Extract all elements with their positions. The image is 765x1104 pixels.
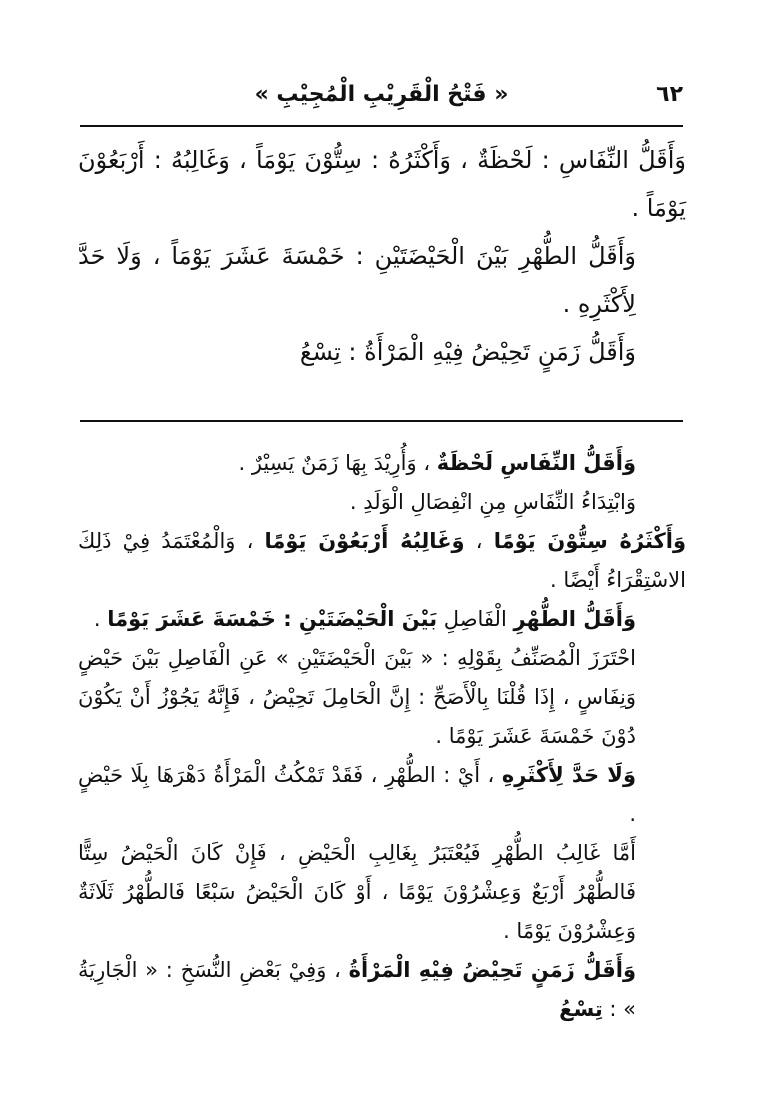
quoted-matn: وَلَا حَدَّ لِأَكْثَرِهِ [501, 763, 636, 787]
commentary-text: ، وَالْمُعْتَمَدُ فِيْ ذَلِكَ الاسْتِقْرَاءُ أَيْضًا . [78, 529, 686, 592]
commentary-text: ، وَأُرِيْدَ بِهَا زَمَنٌ يَسِيْرٌ . [238, 451, 437, 475]
commentary-text: ، وَفِيْ بَعْضِ النُّسَخِ : « الْجَارِيَةُ » : [78, 958, 636, 1021]
quoted-matn: وَغَالِبُهُ أَرْبَعُوْنَ يَوْمًا [264, 529, 465, 553]
commentary-text: الْفَاصِلِ [437, 607, 514, 631]
quoted-matn: بَيْنَ الْحَيْضَتَيْنِ : خَمْسَةَ عَشَرَ يَوْمًا [107, 607, 438, 631]
running-title: « فَتْحُ الْقَرِيْبِ الْمُجِيْبِ » [254, 82, 509, 107]
quoted-matn: وَأَقَلُّ زَمَنٍ تَحِيْضُ فِيْهِ الْمَرْأَةُ [348, 958, 636, 982]
matn-paragraph: وَأَقَلُّ النِّفَاسِ : لَحْظَةٌ ، وَأَكْثَرُهُ : سِتُّوْنَ يَوْمَاً ، وَغَالِبُهُ : أَرْبَعُوْنَ يَوْمَاً . [78, 146, 686, 222]
sharh-paragraph [78, 951, 686, 1029]
section-rule [80, 420, 683, 422]
quoted-matn: وَأَقَلُّ الطُّهْرِ [513, 607, 636, 631]
quoted-matn: تِسْعُ [559, 997, 603, 1021]
sharh-paragraph [78, 600, 686, 639]
sharh-paragraph: وَابْتِدَاءُ النِّفَاسِ مِنِ انْفِصَالِ الْوَلَدِ . [349, 490, 636, 514]
matn-text [78, 136, 686, 376]
commentary-text: ، [464, 529, 494, 553]
header-rule [80, 125, 683, 127]
matn-paragraph: وَأَقَلُّ زَمَنٍ تَحِيْضُ فِيْهِ الْمَرْأَةُ : تِسْعُ [299, 338, 636, 366]
sharh-paragraph [78, 444, 686, 483]
page-header [80, 78, 683, 118]
sharh-paragraph: أَمَّا غَالِبُ الطُّهْرِ فَيُعْتَبَرُ بِغَالِبِ الْحَيْضِ ، فَإِنْ كَانَ الْحَيْضُ سِتًّا فَالطُّهْرُ أَرْبَعٌ وَعِشْرُوْنَ يَوْمًا ، أَوْ كَانَ الْحَيْضُ سَبْعًا فَالطُّهْرُ ثَلَاثَةٌ وَعِشْرُوْنَ يَوْمًا . [78, 841, 636, 943]
quoted-matn: وَأَكْثَرُهُ سِتُّوْنَ يَوْمًا [493, 529, 686, 553]
sharh-text [78, 444, 686, 1029]
sharh-paragraph [78, 756, 686, 834]
sharh-paragraph: احْتَرَزَ الْمُصَنِّفُ بِقَوْلِهِ : « بَيْنَ الْحَيْضَتَيْنِ » عَنِ الْفَاصِلِ بَيْنَ حَيْضٍ وَنِفَاسٍ ، إِذَا قُلْنَا بِالْأَصَحِّ : إِنَّ الْحَامِلَ تَحِيْضُ ، فَإِنَّهُ يَجُوْزُ أَنْ يَكُوْنَ دُوْنَ خَمْسَةَ عَشَرَ يَوْمًا . [78, 646, 636, 748]
page-number: ٦٢ [656, 82, 683, 107]
commentary-text: ، أَيْ : الطُّهْرِ ، فَقَدْ تَمْكُثُ الْمَرْأَةُ دَهْرَهَا بِلَا حَيْضٍ . [78, 763, 636, 826]
matn-paragraph: وَأَقَلُّ الطُّهْرِ بَيْنَ الْحَيْضَتَيْنِ : خَمْسَةَ عَشَرَ يَوْمَاً ، وَلَا حَدَّ لِأَكْثَرِهِ . [78, 242, 636, 318]
quoted-matn: وَأَقَلُّ النِّفَاسِ لَحْظَةٌ [436, 451, 636, 475]
commentary-text: . [93, 607, 108, 631]
sharh-paragraph [78, 522, 686, 600]
